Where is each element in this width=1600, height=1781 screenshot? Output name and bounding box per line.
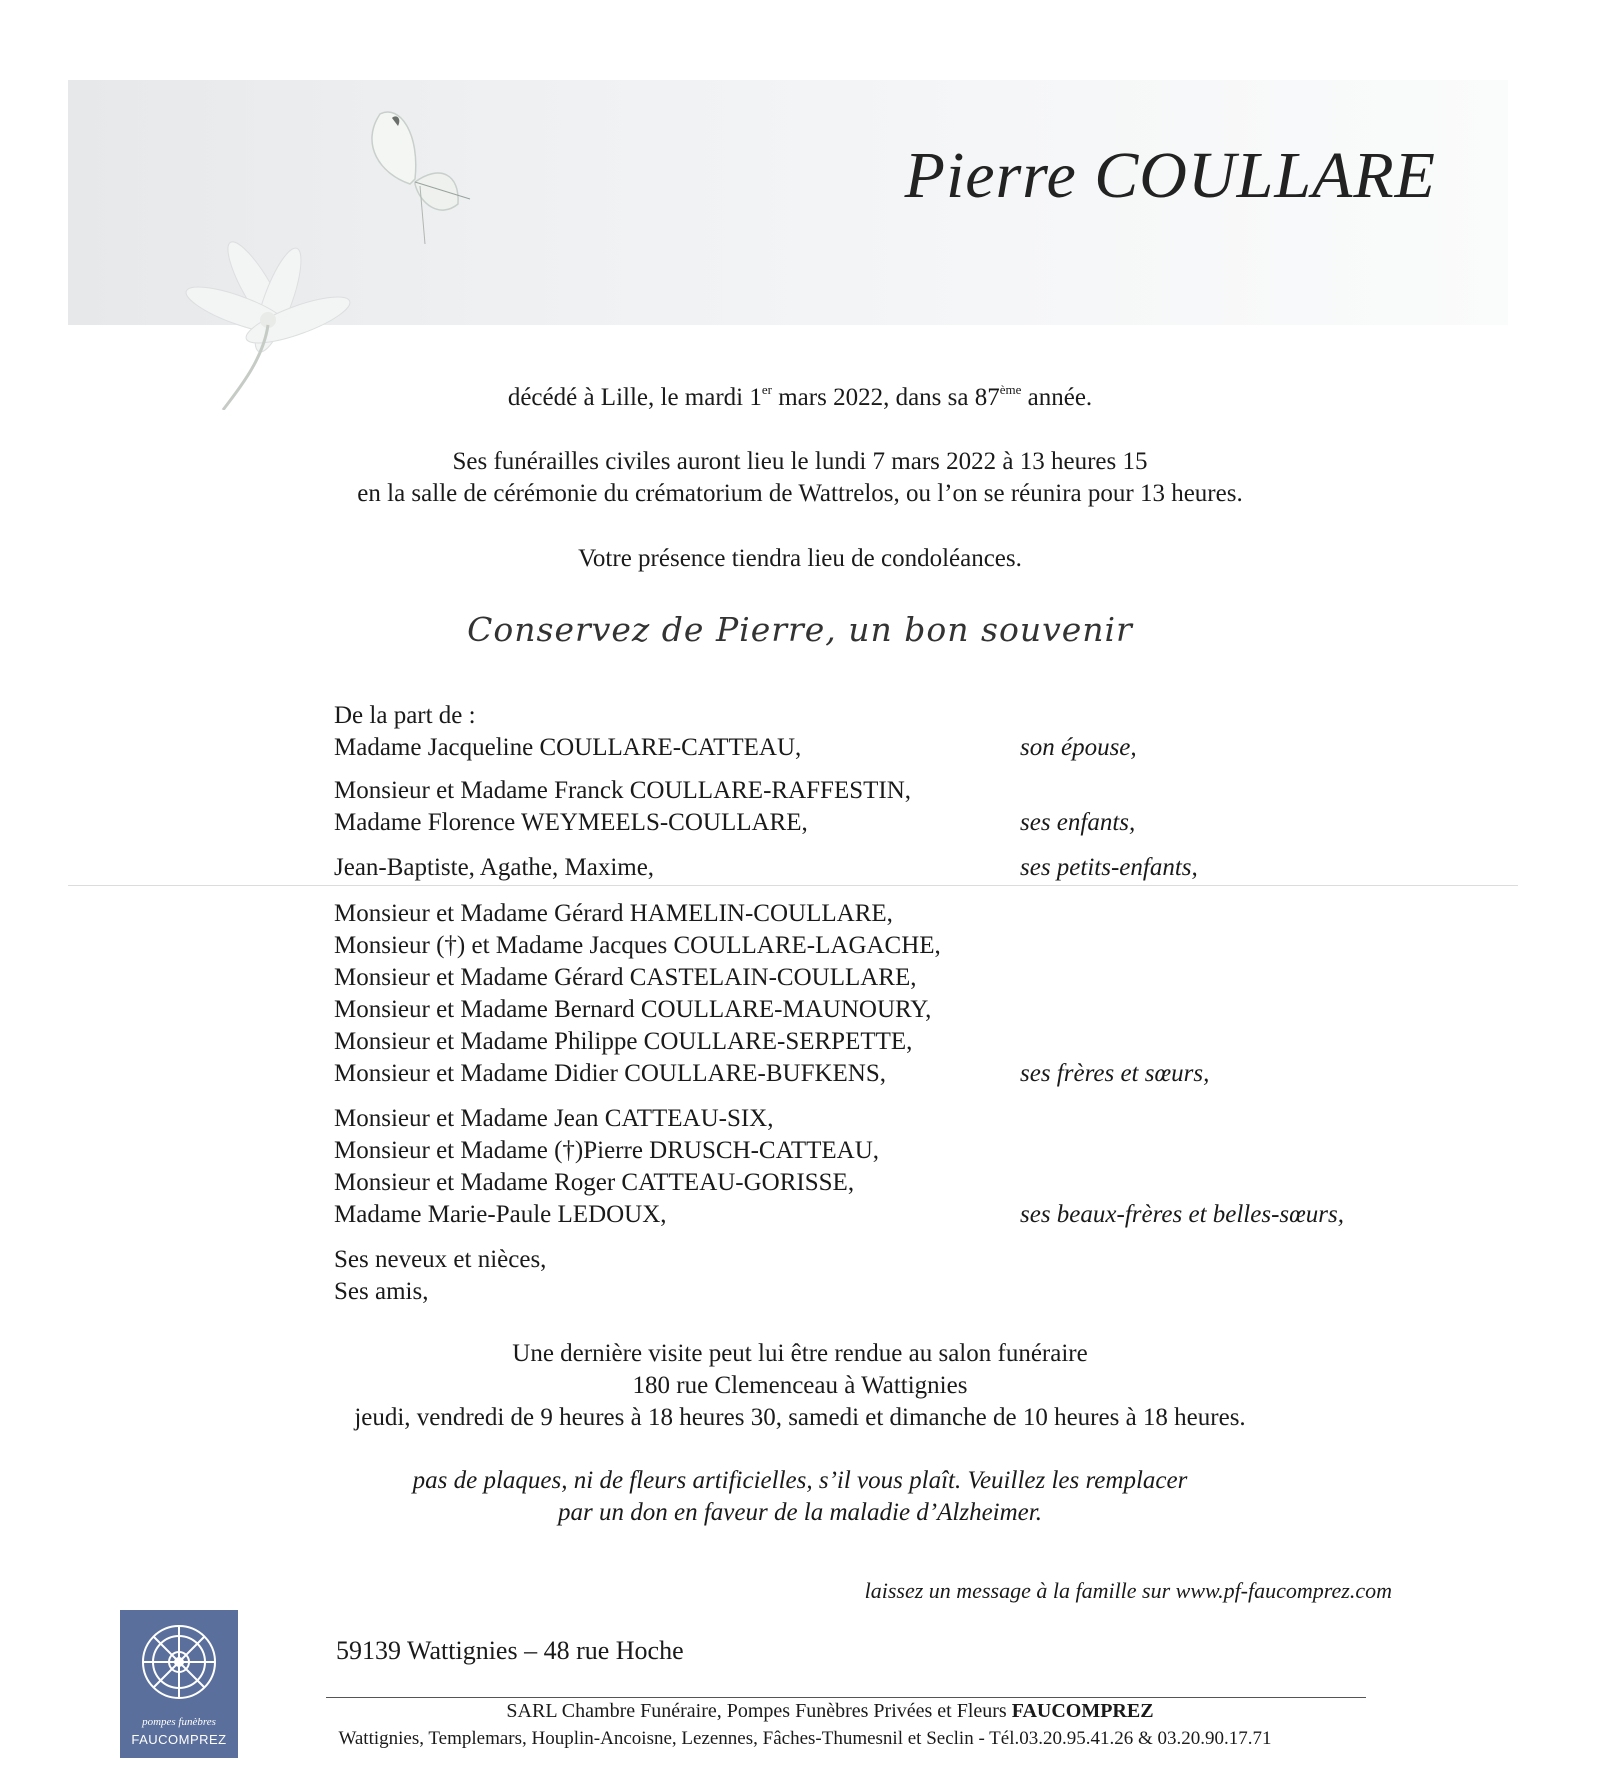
web-message: laissez un message à la famille sur www.pf-faucomprez.com xyxy=(864,1578,1392,1603)
family-group xyxy=(334,732,1434,764)
family-name: Monsieur (†) et Madame Jacques COULLARE-LAGACHE, xyxy=(334,932,941,959)
family-name: Monsieur et Madame Gérard CASTELAIN-COULLARE, xyxy=(334,964,917,991)
family-name: Madame Jacqueline COULLARE-CATTEAU, xyxy=(334,734,802,761)
visit-line-3: jeudi, vendredi de 9 heures à 18 heures 30, samedi et dimanche de 10 heures à 18 heures. xyxy=(354,1404,1246,1431)
family-relation: ses frères et sœurs, xyxy=(1020,1060,1210,1087)
address: 59139 Wattignies – 48 rue Hoche xyxy=(336,1636,684,1665)
death-text-3: année. xyxy=(1021,384,1093,411)
family-name: Monsieur et Madame Gérard HAMELIN-COULLARE, xyxy=(334,900,893,927)
logo-subtitle: pompes funèbres xyxy=(142,1716,216,1728)
family-name: Ses neveux et nièces, xyxy=(334,1246,547,1273)
family-group xyxy=(334,1103,1434,1231)
family-name: Madame Florence WEYMEELS-COULLARE, xyxy=(334,809,808,836)
fold-line xyxy=(68,885,1518,886)
footer-brand: FAUCOMPREZ xyxy=(1011,1700,1154,1722)
footer-divider xyxy=(326,1697,1366,1698)
visit-line-1: Une dernière visite peut lui être rendue au salon funéraire xyxy=(512,1340,1088,1367)
condolences-line: Votre présence tiendra lieu de condoléances. xyxy=(578,545,1022,572)
family-group xyxy=(334,775,1434,839)
footer-line-2: Wattignies, Templemars, Houplin-Ancoisne, Lezennes, Fâches-Thumesnil et Seclin - Tél.03.20.95.41.26 & 03.20.90.17.71 xyxy=(338,1728,1272,1749)
family-name: Monsieur et Madame (†)Pierre DRUSCH-CATTEAU, xyxy=(334,1137,880,1164)
logo-brand: FAUCOMPREZ xyxy=(131,1732,227,1747)
script-line: Conservez de Pierre, un bon souvenir xyxy=(467,610,1133,649)
family-group xyxy=(334,898,1434,1090)
note-line-1: pas de plaques, ni de fleurs artificielles, s’il vous plaît. Veuillez les remplacer xyxy=(412,1467,1188,1494)
family-name: Ses amis, xyxy=(334,1278,429,1305)
family-relation: ses petits-enfants, xyxy=(1020,854,1198,881)
family-name: Monsieur et Madame Roger CATTEAU-GORISSE, xyxy=(334,1169,855,1196)
family-relation: ses beaux-frères et belles-sœurs, xyxy=(1020,1201,1345,1228)
family-group xyxy=(334,852,1434,884)
footer-line-1 xyxy=(0,1700,1600,1723)
family-name: Monsieur et Madame Jean CATTEAU-SIX, xyxy=(334,1105,774,1132)
death-sup-1: er xyxy=(761,382,772,397)
funeral-line-1: Ses funérailles civiles auront lieu le lundi 7 mars 2022 à 13 heures 15 xyxy=(452,448,1148,475)
family-name: Monsieur et Madame Franck COULLARE-RAFFESTIN, xyxy=(334,777,912,804)
death-text-1: décédé à Lille, le mardi 1 xyxy=(507,384,762,411)
funeral-line-2: en la salle de cérémonie du crématorium de Wattrelos, ou l’on se réunira pour 13 heures. xyxy=(357,480,1243,507)
flowers-note xyxy=(0,1465,1600,1529)
footer-company: SARL Chambre Funéraire, Pompes Funèbres Privées et Fleurs xyxy=(506,1700,1012,1722)
family-name: Monsieur et Madame Bernard COULLARE-MAUNOURY, xyxy=(334,996,932,1023)
family-name: Madame Marie-Paule LEDOUX, xyxy=(334,1201,667,1228)
visit-line-2: 180 rue Clemenceau à Wattignies xyxy=(632,1372,968,1399)
family-name: Monsieur et Madame Didier COULLARE-BUFKENS, xyxy=(334,1060,887,1087)
death-sup-2: ème xyxy=(999,382,1022,397)
note-line-2: par un don en faveur de la maladie d’Alzheimer. xyxy=(558,1499,1042,1526)
death-text-2: mars 2022, dans sa 87 xyxy=(771,384,1000,411)
from-label: De la part de : xyxy=(334,702,476,729)
family-name: Jean-Baptiste, Agathe, Maxime, xyxy=(334,854,655,881)
death-announcement xyxy=(0,382,1600,414)
family-name: Monsieur et Madame Philippe COULLARE-SERPETTE, xyxy=(334,1028,913,1055)
page-title: Pierre COULLARE xyxy=(904,139,1436,212)
family-relation: ses enfants, xyxy=(1020,809,1136,836)
family-group xyxy=(334,1244,1434,1308)
family-relation: son épouse, xyxy=(1020,734,1137,761)
